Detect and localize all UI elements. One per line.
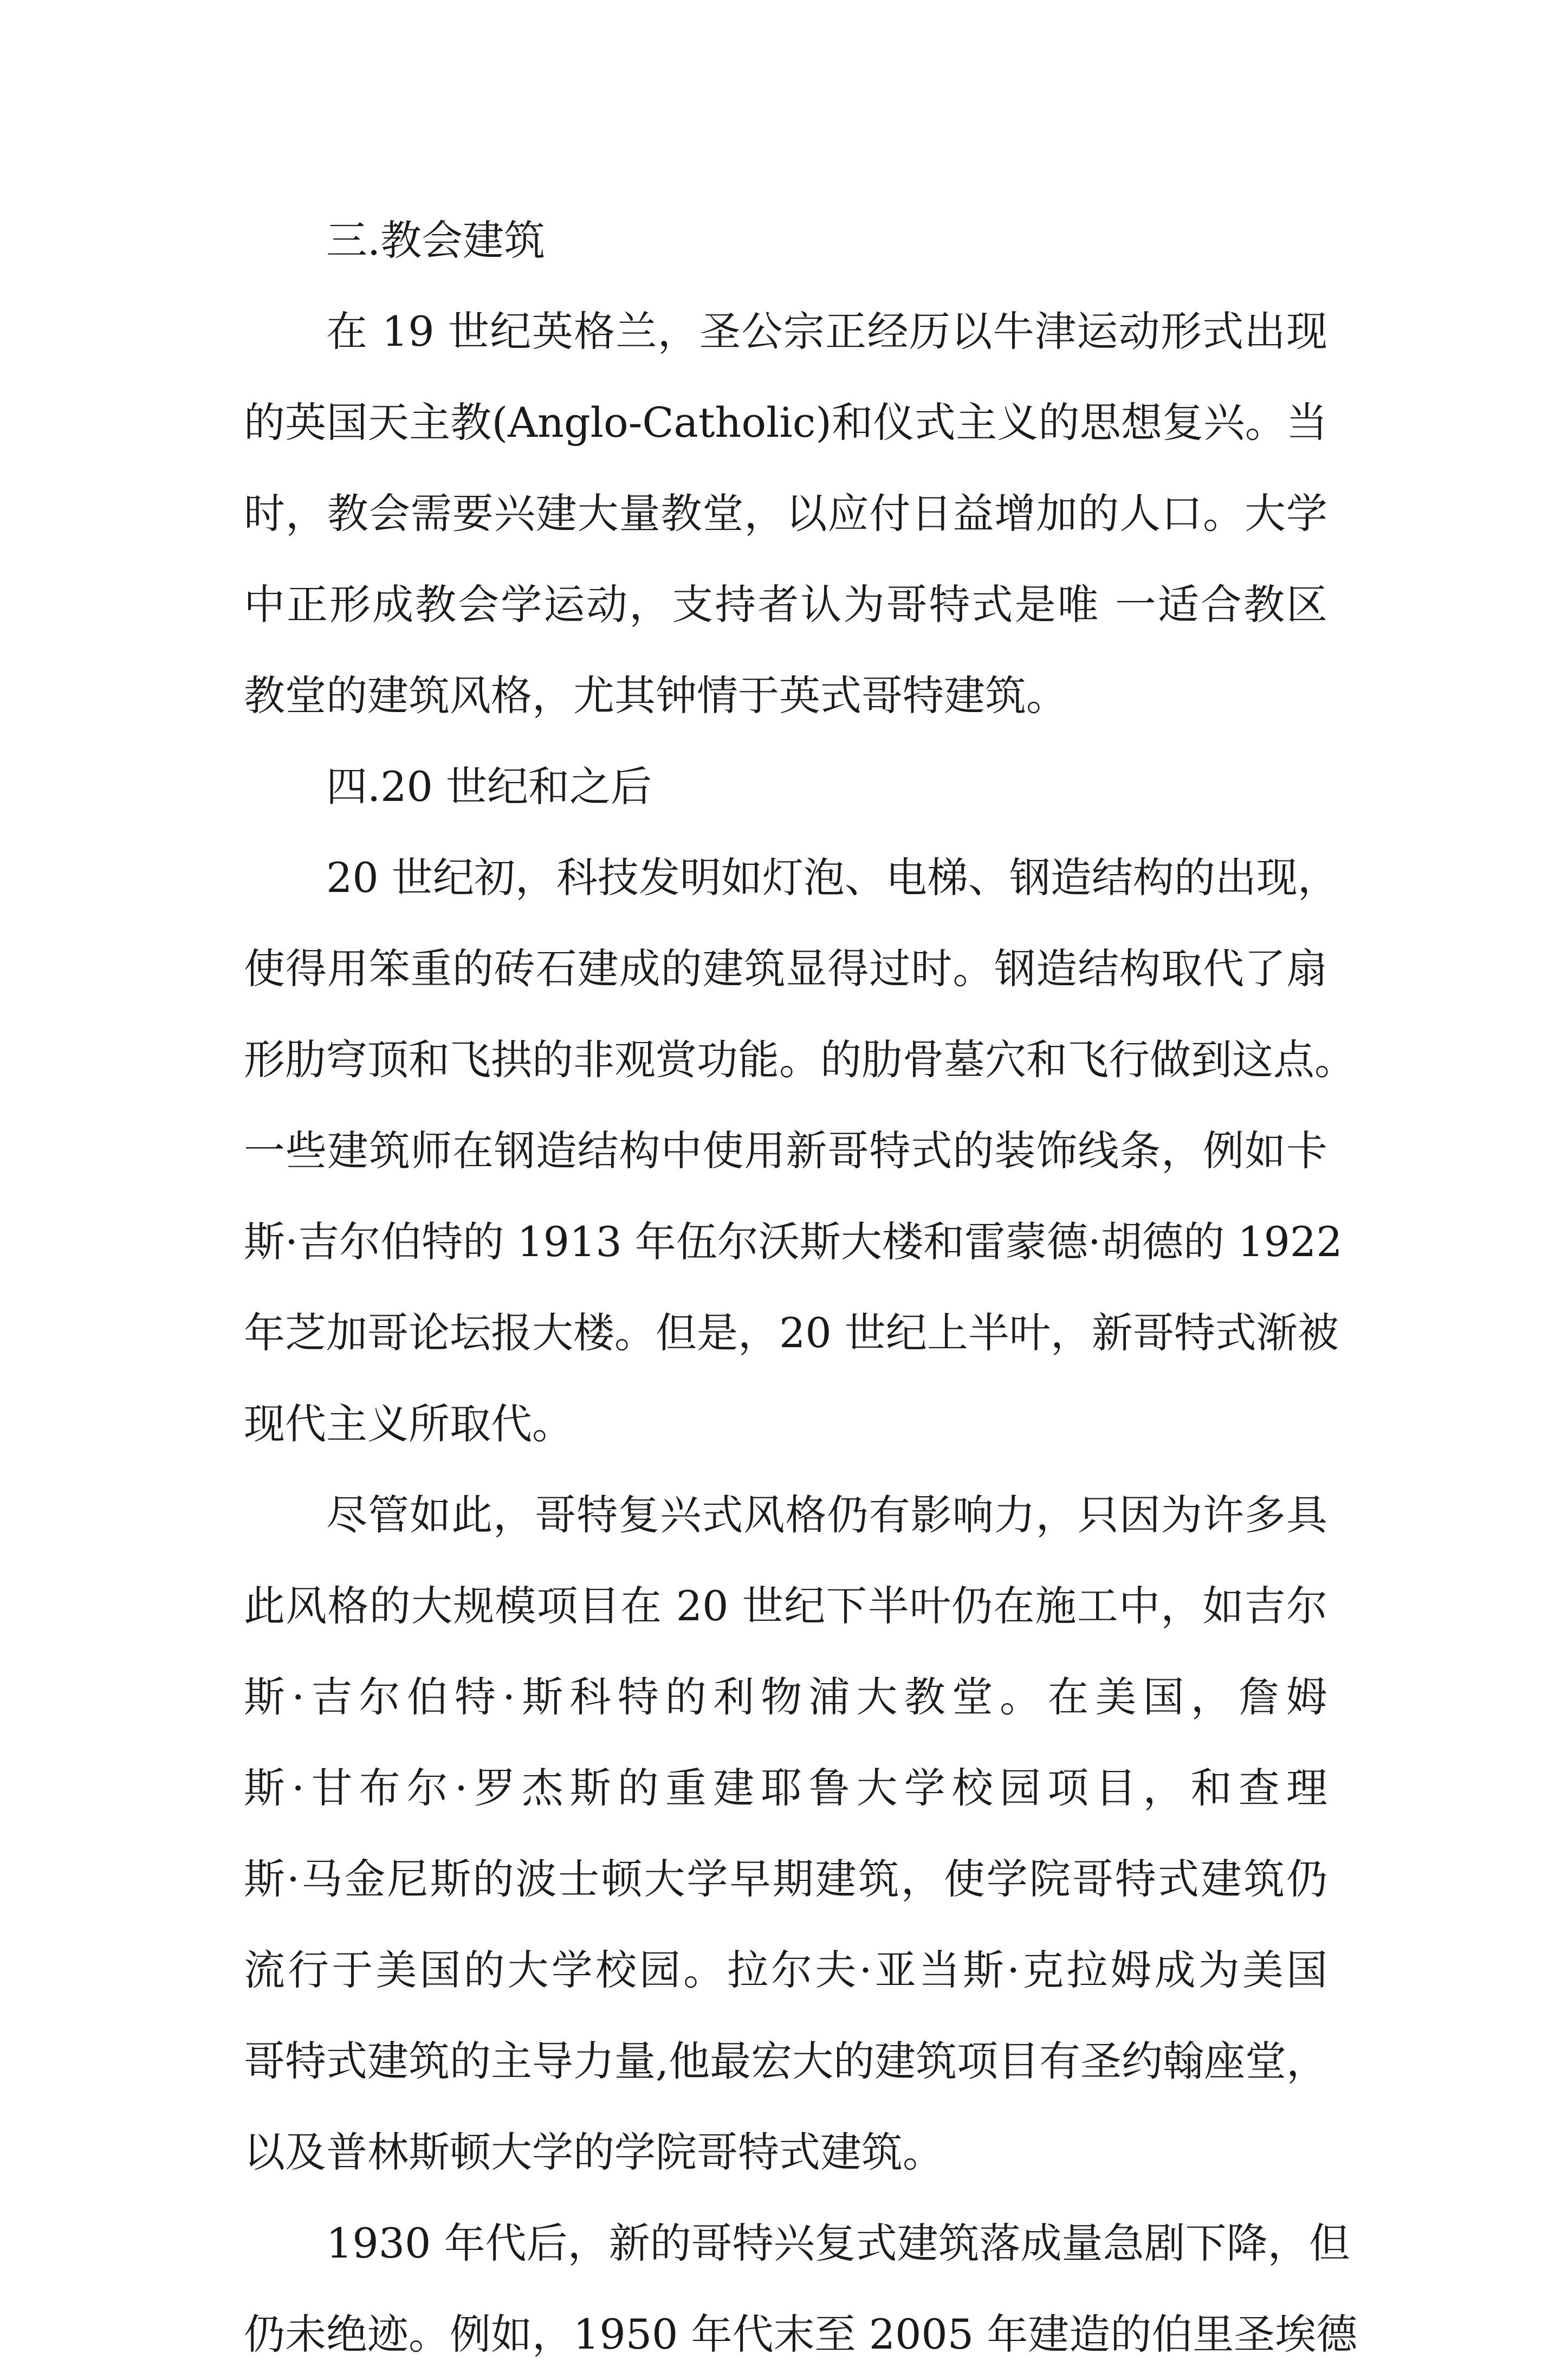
- paragraph-line: 斯·吉尔伯特·斯科特的利物浦大教堂。在美国，詹姆: [244, 1673, 1327, 1721]
- section-heading-20th-century: 四.20 世纪和之后: [326, 762, 652, 811]
- paragraph-line: 1930 年代后，新的哥特兴复式建筑落成量急剧下降，但: [326, 2219, 1350, 2267]
- paragraph-line: 斯·甘布尔·罗杰斯的重建耶鲁大学校园项目，和查理: [244, 1764, 1327, 1812]
- paragraph-line: 尽管如此，哥特复兴式风格仍有影响力，只因为许多具: [326, 1491, 1327, 1539]
- paragraph-line: 以及普林斯顿大学的学院哥特式建筑。: [244, 2128, 944, 2176]
- paragraph-line: 使得用笨重的砖石建成的建筑显得过时。钢造结构取代了扇: [244, 945, 1327, 993]
- document-body: [244, 195, 1358, 2380]
- paragraph-line: 一些建筑师在钢造结构中使用新哥特式的装饰线条，例如卡: [244, 1127, 1327, 1175]
- paragraph-line: 流行于美国的大学校园。拉尔夫·亚当斯·克拉姆成为美国: [244, 1946, 1327, 1994]
- paragraph-line: 时，教会需要兴建大量教堂，以应付日益增加的人口。大学: [244, 489, 1327, 538]
- paragraph-line: 斯·吉尔伯特的 1913 年伍尔沃斯大楼和雷蒙德·胡德的 1922: [244, 1218, 1343, 1266]
- paragraph-line: 哥特式建筑的主导力量,他最宏大的建筑项目有圣约翰座堂，: [244, 2037, 1328, 2085]
- paragraph-line: 在 19 世纪英格兰，圣公宗正经历以牛津运动形式出现: [326, 307, 1327, 355]
- paragraph-line: 仍未绝迹。例如，1950 年代末至 2005 年建造的伯里圣埃德: [244, 2310, 1358, 2358]
- paragraph-line: 形肋穹顶和飞拱的非观赏功能。的肋骨墓穴和飞行做到这点。: [244, 1036, 1356, 1084]
- paragraph-line: 中正形成教会学运动，支持者认为哥特式是唯 一适合教区: [244, 580, 1327, 629]
- paragraph-line: 教堂的建筑风格，尤其钟情于英式哥特建筑。: [244, 671, 1067, 720]
- section-heading-church-architecture: 三.教会建筑: [326, 216, 546, 264]
- paragraph-line: 的英国天主教(Anglo-Catholic)和仪式主义的思想复兴。当: [244, 398, 1327, 447]
- paragraph-line: 此风格的大规模项目在 20 世纪下半叶仍在施工中，如吉尔: [244, 1582, 1327, 1630]
- paragraph-line: 现代主义所取代。: [244, 1400, 573, 1448]
- paragraph-line: 20 世纪初，科技发明如灯泡、电梯、钢造结构的出现，: [326, 853, 1339, 902]
- paragraph-line: 斯·马金尼斯的波士顿大学早期建筑，使学院哥特式建筑仍: [244, 1855, 1327, 1903]
- paragraph-line: 年芝加哥论坛报大楼。但是，20 世纪上半叶，新哥特式渐被: [244, 1309, 1339, 1357]
